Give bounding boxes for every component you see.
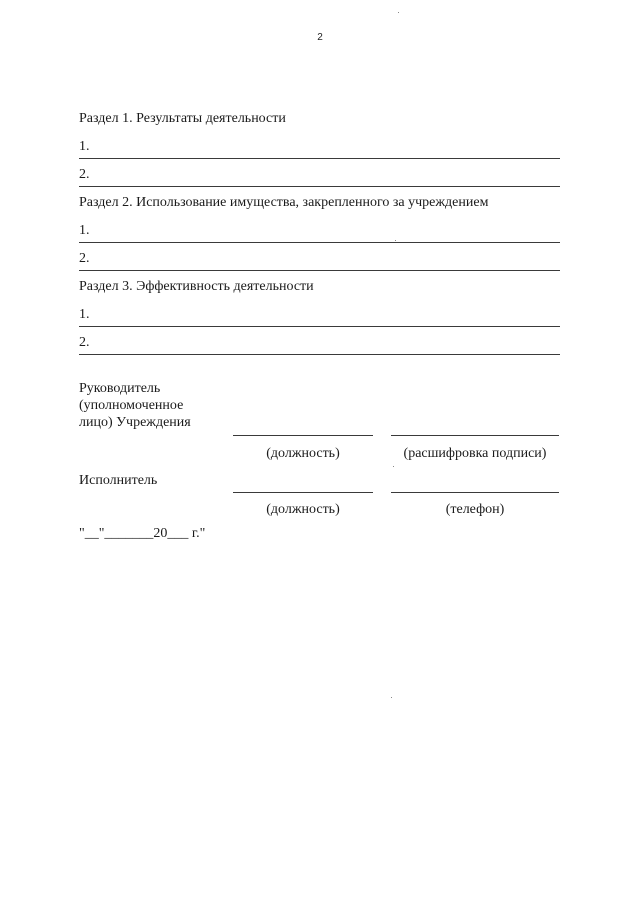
executor-position-line — [233, 492, 373, 493]
section-1-title: Раздел 1. Результаты деятельности — [79, 111, 286, 126]
section-2-item-2-line — [79, 270, 560, 271]
head-position-line — [233, 435, 373, 436]
scan-speck — [391, 697, 392, 698]
executor-position-caption: (должность) — [266, 502, 340, 517]
scan-speck — [395, 240, 396, 241]
section-1-item-1: 1. — [79, 139, 90, 154]
head-label — [79, 380, 191, 431]
head-label-line-2: (уполномоченное — [79, 398, 184, 413]
section-1-item-2-line — [79, 186, 560, 187]
date-line: "__"_______20___ г." — [79, 526, 206, 541]
head-position-caption: (должность) — [266, 446, 340, 461]
executor-phone-line — [391, 492, 559, 493]
head-label-line-3: лицо) Учреждения — [79, 415, 191, 430]
section-3-title: Раздел 3. Эффективность деятельности — [79, 279, 314, 294]
section-3-item-1-line — [79, 326, 560, 327]
head-label-line-1: Руководитель — [79, 381, 161, 396]
section-2-item-1-line — [79, 242, 560, 243]
head-signature-line — [391, 435, 559, 436]
section-2-title: Раздел 2. Использование имущества, закрепленного за учреждением — [79, 195, 489, 210]
section-3-item-2-line — [79, 354, 560, 355]
head-signature-caption: (расшифровка подписи) — [403, 446, 547, 461]
page-number: 2 — [317, 32, 323, 43]
executor-phone-caption: (телефон) — [445, 502, 505, 517]
section-1-item-2: 2. — [79, 167, 90, 182]
scan-speck — [398, 12, 399, 13]
section-2-item-2: 2. — [79, 251, 90, 266]
section-3-item-2: 2. — [79, 335, 90, 350]
scan-speck — [393, 466, 394, 467]
section-2-item-1: 1. — [79, 223, 90, 238]
executor-label: Исполнитель — [79, 473, 158, 488]
section-1-item-1-line — [79, 158, 560, 159]
section-3-item-1: 1. — [79, 307, 90, 322]
